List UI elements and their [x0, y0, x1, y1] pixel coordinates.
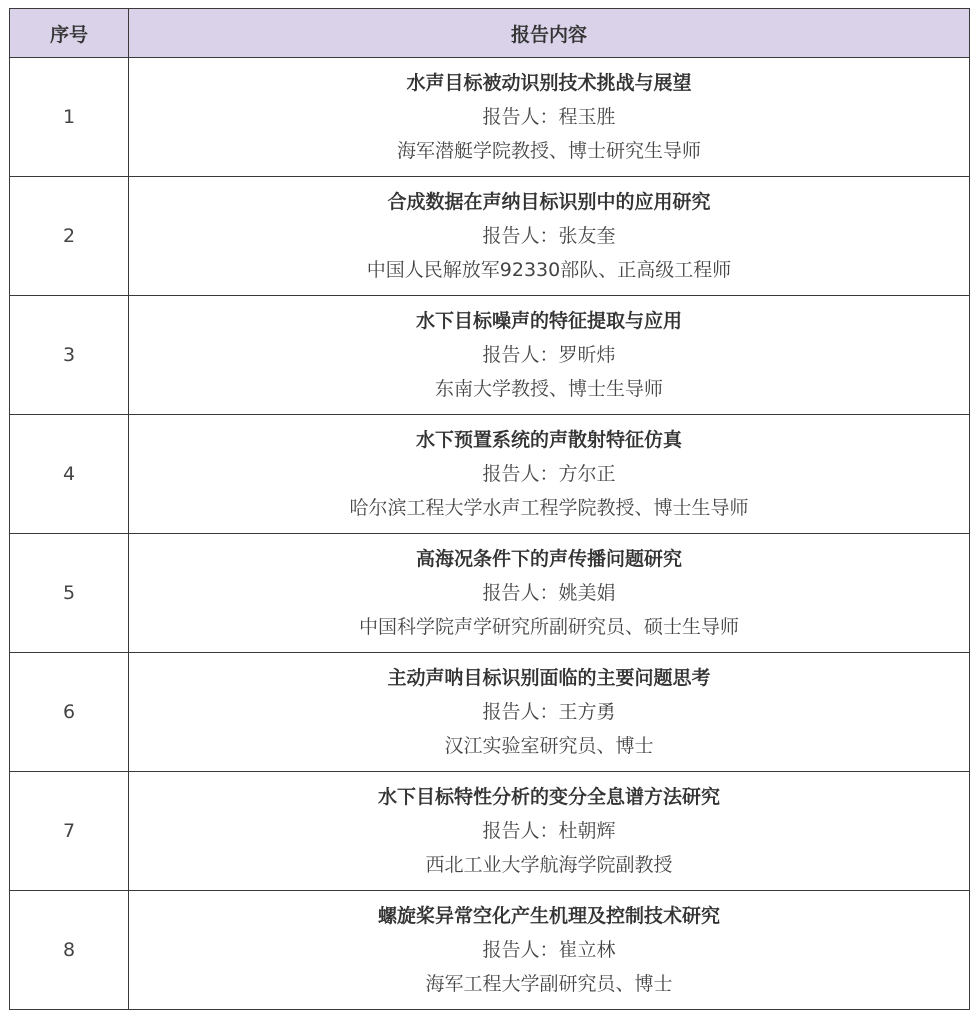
table-row — [10, 891, 970, 1010]
report-title: 合成数据在声纳目标识别中的应用研究 — [387, 191, 711, 213]
report-schedule-table — [9, 8, 970, 1010]
row-number-cell: 6 — [10, 653, 129, 772]
table-row — [10, 772, 970, 891]
row-number-cell: 8 — [10, 891, 129, 1010]
speaker-name: 报告人：程玉胜 — [482, 106, 616, 128]
speaker-affiliation: 中国科学院声学研究所副研究员、硕士生导师 — [358, 616, 739, 638]
speaker-name: 报告人：王方勇 — [482, 701, 616, 723]
table-row — [10, 296, 970, 415]
table-body — [10, 58, 970, 1010]
table-row — [10, 177, 970, 296]
report-content-cell — [129, 415, 970, 534]
table-row — [10, 415, 970, 534]
report-content-cell — [129, 177, 970, 296]
speaker-affiliation: 海军工程大学副研究员、博士 — [425, 973, 673, 995]
speaker-name: 报告人：崔立林 — [482, 939, 616, 961]
report-content-cell — [129, 891, 970, 1010]
report-title: 水下目标噪声的特征提取与应用 — [415, 310, 682, 332]
speaker-name: 报告人：杜朝辉 — [482, 820, 616, 842]
row-number-cell: 4 — [10, 415, 129, 534]
report-title: 水下目标特性分析的变分全息谱方法研究 — [377, 786, 720, 808]
speaker-affiliation: 海军潜艇学院教授、博士研究生导师 — [396, 140, 701, 162]
header-cell-content: 报告内容 — [129, 9, 970, 58]
report-title: 螺旋桨异常空化产生机理及控制技术研究 — [377, 905, 720, 927]
speaker-name: 报告人：姚美娟 — [482, 582, 616, 604]
speaker-affiliation: 东南大学教授、博士生导师 — [434, 378, 663, 400]
table-row — [10, 58, 970, 177]
speaker-affiliation: 哈尔滨工程大学水声工程学院教授、博士生导师 — [349, 497, 749, 519]
speaker-name: 报告人：罗昕炜 — [482, 344, 616, 366]
report-title: 水下预置系统的声散射特征仿真 — [415, 429, 682, 451]
speaker-name: 报告人：张友奎 — [482, 225, 616, 247]
report-content-cell — [129, 296, 970, 415]
speaker-affiliation: 中国人民解放军92330部队、正高级工程师 — [366, 259, 732, 281]
speaker-affiliation: 汉江实验室研究员、博士 — [444, 735, 654, 757]
speaker-affiliation: 西北工业大学航海学院副教授 — [425, 854, 673, 876]
schedule-table-container — [9, 8, 970, 1010]
report-content-cell — [129, 653, 970, 772]
report-content-cell — [129, 772, 970, 891]
row-number-cell: 1 — [10, 58, 129, 177]
row-number-cell: 7 — [10, 772, 129, 891]
header-row — [10, 9, 970, 58]
row-number-cell: 3 — [10, 296, 129, 415]
header-cell-number: 序号 — [10, 9, 129, 58]
row-number-cell: 2 — [10, 177, 129, 296]
report-title: 高海况条件下的声传播问题研究 — [415, 548, 682, 570]
row-number-cell: 5 — [10, 534, 129, 653]
report-content-cell — [129, 534, 970, 653]
table-header — [10, 9, 970, 58]
report-content-cell — [129, 58, 970, 177]
report-title: 主动声呐目标识别面临的主要问题思考 — [387, 667, 711, 689]
table-row — [10, 534, 970, 653]
speaker-name: 报告人：方尔正 — [482, 463, 616, 485]
table-row — [10, 653, 970, 772]
report-title: 水声目标被动识别技术挑战与展望 — [406, 72, 692, 94]
